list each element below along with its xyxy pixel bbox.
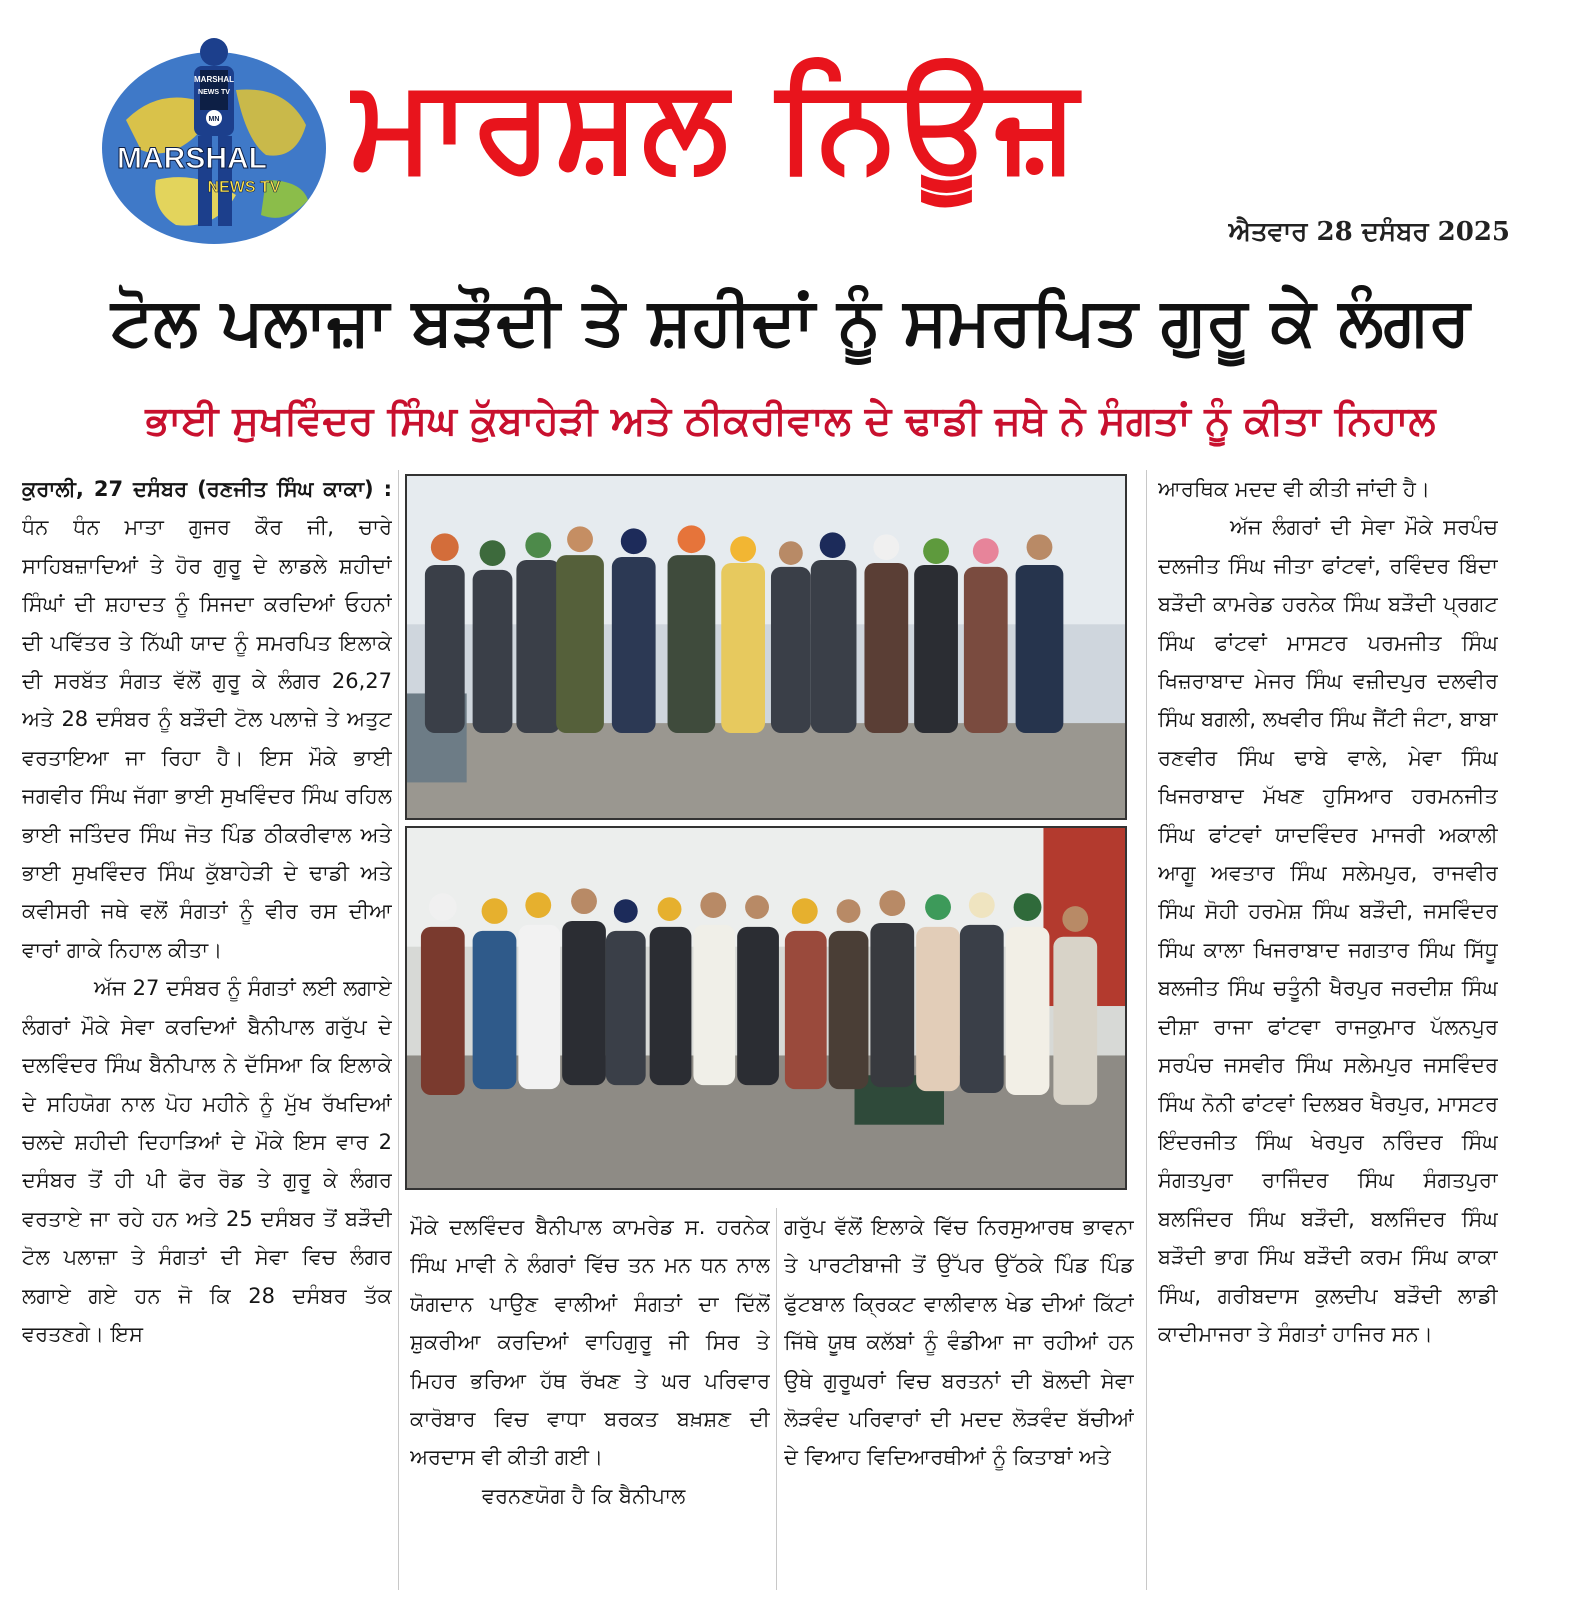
article-paragraph: ਮੌਕੇ ਦਲਵਿੰਦਰ ਬੈਨੀਪਾਲ ਕਾਮਰੇਡ ਸ. ਹਰਨੇਕ ਸਿੰਘ ਮਾਵੀ ਨੇ ਲੰਗਰਾਂ ਵਿੱਚ ਤਨ ਮਨ ਧਨ ਨਾਲ ਯੋਗਦਾਨ ਪਾਉਣ ਵਾਲੀਆਂ ਸੰਗਤਾਂ ਦਾ ਦਿੱਲੋਂ ਸ਼ੁਕਰੀਆ ਕਰਦਿਆਂ ਵਾਹਿਗੁਰੂ ਜੀ ਸਿਰ ਤੇ ਮਿਹਰ ਭਰਿਆ ਹੱਥ ਰੱਖਣ ਤੇ ਘਰ ਪਰਿਵਾਰ ਕਾਰੋਬਾਰ ਵਿਚ ਵਾਧਾ ਬਰਕਤ ਬਖ਼ਸ਼ਣ ਦੀ ਅਰਦਾਸ ਵੀ ਕੀਤੀ ਗਈ। (410, 1215, 770, 1470)
article-column-3 (784, 1208, 1134, 1590)
logo-line2: NEWS TV (207, 179, 281, 196)
article-dateline: ਕੁਰਾਲੀ, 27 ਦਸੰਬਰ (ਰਣਜੀਤ ਸਿੰਘ ਕਾਕਾ) : (22, 477, 392, 501)
article-column-2 (410, 1208, 770, 1590)
group-photo-icon (407, 828, 1125, 1188)
marshal-news-logo (96, 30, 332, 250)
issue-date: ਐਤਵਾਰ 28 ਦਸੰਬਰ 2025 (1228, 217, 1510, 247)
column-divider (776, 1208, 777, 1590)
logo-badge-top: MARSHAL (194, 75, 234, 84)
logo-badge-mid: NEWS TV (198, 89, 230, 96)
article-paragraph (22, 470, 392, 969)
article-paragraph: ਗਰੁੱਪ ਵੱਲੋਂ ਇਲਾਕੇ ਵਿੱਚ ਨਿਰਸੁਆਰਥ ਭਾਵਨਾ ਤੇ ਪਾਰਟੀਬਾਜੀ ਤੋਂ ਉੱਪਰ ਉੱਠਕੇ ਪਿੰਡ ਪਿੰਡ ਫੁੱਟਬਾਲ ਕ੍ਰਿਕਟ ਵਾਲੀਵਾਲ ਖੇਡ ਦੀਆਂ ਕਿੱਟਾਂ ਜਿੱਥੇ ਯੂਥ ਕਲੱਬਾਂ ਨੂੰ ਵੰਡੀਆ ਜਾ ਰਹੀਆਂ ਹਨ ਉਥੇ ਗੁਰੂਘਰਾਂ ਵਿਚ ਬਰਤਨਾਂ ਦੀ ਬੋਲਦੀ ਸੇਵਾ ਲੋੜਵੰਦ ਪਰਿਵਾਰਾਂ ਦੀ ਮਦਦ ਲੋੜਵੰਦ ਬੱਚੀਆਂ ਦੇ ਵਿਆਹ ਵਿਦਿਆਰਥੀਆਂ ਨੂੰ ਕਿਤਾਬਾਂ ਅਤੇ (784, 1215, 1134, 1470)
headline: ਟੋਲ ਪਲਾਜ਼ਾ ਬੜੌਦੀ ਤੇ ਸ਼ਹੀਦਾਂ ਨੂੰ ਸਮਰਪਿਤ ਗੁਰੂ ਕੇ ਲੰਗਰ (110, 283, 1471, 360)
globe-logo-icon (96, 30, 332, 250)
column-divider (398, 470, 399, 1590)
article-paragraph: ਅੱਜ ਲੰਗਰਾਂ ਦੀ ਸੇਵਾ ਮੌਕੇ ਸਰਪੰਚ ਦਲਜੀਤ ਸਿੰਘ ਜੀਤਾ ਫਾਂਟਵਾਂ, ਰਵਿੰਦਰ ਬਿੰਦਾ ਬੜੌਦੀ ਕਾਮਰੇਡ ਹਰਨੇਕ ਸਿੰਘ ਬੜੌਦੀ ਪ੍ਰਗਟ ਸਿੰਘ ਫਾਂਟਵਾਂ ਮਾਸਟਰ ਪਰਮਜੀਤ ਸਿੰਘ ਖਿਜ਼ਰਾਬਾਦ ਮੇਜਰ ਸਿੰਘ ਵਜ਼ੀਦਪੁਰ ਦਲਵੀਰ ਸਿੰਘ ਬਗਲੀ, ਲਖਵੀਰ ਸਿੰਘ ਜੈਂਟੀ ਜੰਟਾ, ਬਾਬਾ ਰਣਵੀਰ ਸਿੰਘ ਢਾਬੇ ਵਾਲੇ, ਮੇਵਾ ਸਿੰਘ ਖਿਜਰਾਬਾਦ ਮੱਖਣ ਹੁਸਿਆਰ ਹਰਮਨਜੀਤ ਸਿੰਘ ਫਾਂਟਵਾਂ ਯਾਦਵਿੰਦਰ ਮਾਜਰੀ ਅਕਾਲੀ ਆਗੂ ਅਵਤਾਰ ਸਿੰਘ ਸਲੇਮਪੁਰ, ਰਾਜਵੀਰ ਸਿੰਘ ਸੋਹੀ ਹਰਮੇਸ਼ ਸਿੰਘ ਬੜੌਦੀ, ਜਸਵਿੰਦਰ ਸਿੰਘ ਕਾਲਾ ਖਿਜਰਾਬਾਦ ਜਗਤਾਰ ਸਿੰਘ ਸਿੱਧੂ ਬਲਜੀਤ ਸਿੰਘ ਚਤੂੰਨੀ ਖੈਰਪੁਰ ਜਰਦੀਸ਼ ਸਿੰਘ ਦੀਸ਼ਾ ਰਾਜਾ ਫਾਂਟਵਾ ਰਾਜਕੁਮਾਰ ਪੱਲਨਪੁਰ ਸਰਪੰਚ ਜਸਵੀਰ ਸਿੰਘ ਸਲੇਮਪੁਰ ਜਸਵਿੰਦਰ ਸਿੰਘ ਨੋਨੀ ਫਾਂਟਵਾਂ ਦਿਲਬਰ ਖੈਰਪੁਰ, ਮਾਸਟਰ ਇੰਦਰਜੀਤ ਸਿੰਘ ਖੇਰਪੁਰ ਨਰਿੰਦਰ ਸਿੰਘ ਸੰਗਤਪੁਰਾ ਰਾਜਿੰਦਰ ਸਿੰਘ ਸੰਗਤਪੁਰਾ ਬਲਜਿੰਦਰ ਸਿੰਘ ਬੜੌਦੀ, ਬਲਜਿੰਦਰ ਸਿੰਘ ਬੜੌਦੀ ਭਾਗ ਸਿੰਘ ਬੜੌਦੀ ਕਰਮ ਸਿੰਘ ਕਾਕਾ ਸਿੰਘ, ਗਰੀਬਦਾਸ ਕੁਲਦੀਪ ਬੜੌਦੀ ਲਾਡੀ ਕਾਦੀਮਾਜਰਾ ਤੇ ਸੰਗਤਾਂ ਹਾਜਿਰ ਸਨ। (1158, 515, 1498, 1346)
article-column-1 (22, 470, 392, 1590)
group-photo-1 (405, 474, 1127, 820)
article-text: ਧੰਨ ਧੰਨ ਮਾਤਾ ਗੁਜਰ ਕੌਰ ਜੀ, ਚਾਰੇ ਸਾਹਿਬਜ਼ਾਦਿਆਂ ਤੇ ਹੋਰ ਗੁਰੂ ਦੇ ਲਾਡਲੇ ਸ਼ਹੀਦਾਂ ਸਿੰਘਾਂ ਦੀ ਸ਼ਹਾਦਤ ਨੂੰ ਸਿਜਦਾ ਕਰਦਿਆਂ ਓਹਨਾਂ ਦੀ ਪਵਿੱਤਰ ਤੇ ਨਿੱਘੀ ਯਾਦ ਨੂੰ ਸਮਰਪਿਤ ਇਲਾਕੇ ਦੀ ਸਰਬੱਤ ਸੰਗਤ ਵੱਲੋਂ ਗੁਰੂ ਕੇ ਲੰਗਰ 26,27 ਅਤੇ 28 ਦਸੰਬਰ ਨੂੰ ਬੜੌਦੀ ਟੋਲ ਪਲਾਜ਼ੇ ਤੇ ਅਤੁਟ ਵਰਤਾਇਆ ਜਾ ਰਿਹਾ ਹੈ। ਇਸ ਮੌਕੇ ਭਾਈ ਜਗਵੀਰ ਸਿੰਘ ਜੱਗਾ ਭਾਈ ਸੁਖਵਿੰਦਰ ਸਿੰਘ ਰਹਿਲ ਭਾਈ ਜਤਿੰਦਰ ਸਿੰਘ ਜੋਤ ਪਿੰਡ ਠੀਕਰੀਵਾਲ ਅਤੇ ਭਾਈ ਸੁਖਵਿੰਦਰ ਸਿੰਘ ਕੁੱਬਾਹੇੜੀ ਦੇ ਢਾਡੀ ਅਤੇ ਕਵੀਸਰੀ ਜਥੇ ਵਲੋਂ ਸੰਗਤਾਂ ਨੂੰ ਵੀਰ ਰਸ ਦੀਆ ਵਾਰਾਂ ਗਾਕੇ ਨਿਹਾਲ ਕੀਤਾ। (22, 515, 392, 962)
logo-line1: MARSHAL (117, 142, 267, 175)
subheadline: ਭਾਈ ਸੁਖਵਿੰਦਰ ਸਿੰਘ ਕੁੱਬਾਹੇੜੀ ਅਤੇ ਠੀਕਰੀਵਾਲ ਦੇ ਢਾਡੀ ਜਥੇ ਨੇ ਸੰਗਤਾਂ ਨੂੰ ਕੀਤਾ ਨਿਹਾਲ (145, 398, 1436, 444)
article-paragraph: ਅੱਜ 27 ਦਸੰਬਰ ਨੂੰ ਸੰਗਤਾਂ ਲਈ ਲਗਾਏ ਲੰਗਰਾਂ ਮੌਕੇ ਸੇਵਾ ਕਰਦਿਆਂ ਬੈਨੀਪਾਲ ਗਰੁੱਪ ਦੇ ਦਲਵਿੰਦਰ ਸਿੰਘ ਬੈਨੀਪਾਲ ਨੇ ਦੱਸਿਆ ਕਿ ਇਲਾਕੇ ਦੇ ਸਹਿਯੋਗ ਨਾਲ ਪੋਹ ਮਹੀਨੇ ਨੂੰ ਮੁੱਖ ਰੱਖਦਿਆਂ ਚਲਦੇ ਸ਼ਹੀਦੀ ਦਿਹਾੜਿਆਂ ਦੇ ਮੌਕੇ ਇਸ ਵਾਰ 2 ਦਸੰਬਰ ਤੋਂ ਹੀ ਪੀ ਫੋਰ ਰੋਡ ਤੇ ਗੁਰੂ ਕੇ ਲੰਗਰ ਵਰਤਾਏ ਜਾ ਰਹੇ ਹਨ ਅਤੇ 25 ਦਸੰਬਰ ਤੋਂ ਬੜੌਦੀ ਟੋਲ ਪਲਾਜ਼ਾ ਤੇ ਸੰਗਤਾਂ ਦੀ ਸੇਵਾ ਵਿਚ ਲੰਗਰ ਲਗਾਏ ਗਏ ਹਨ ਜੋ ਕਿ 28 ਦਸੰਬਰ ਤੱਕ ਵਰਤਣਗੇ। ਇਸ (22, 976, 392, 1346)
article-paragraph: ਵਰਨਣਯੋਗ ਹੈ ਕਿ ਬੈਨੀਪਾਲ (482, 1483, 686, 1508)
article-column-4 (1158, 470, 1498, 1590)
group-photo-icon (407, 476, 1125, 818)
column-divider (1146, 470, 1147, 1590)
logo-badge-mono: MN (208, 116, 220, 123)
article-paragraph: ਆਰਥਿਕ ਮਦਦ ਵੀ ਕੀਤੀ ਜਾਂਦੀ ਹੈ। (1158, 477, 1431, 501)
masthead-title: ਮਾਰਸ਼ਲ ਨਿਊਜ਼ (350, 50, 1080, 199)
group-photo-2 (405, 826, 1127, 1190)
